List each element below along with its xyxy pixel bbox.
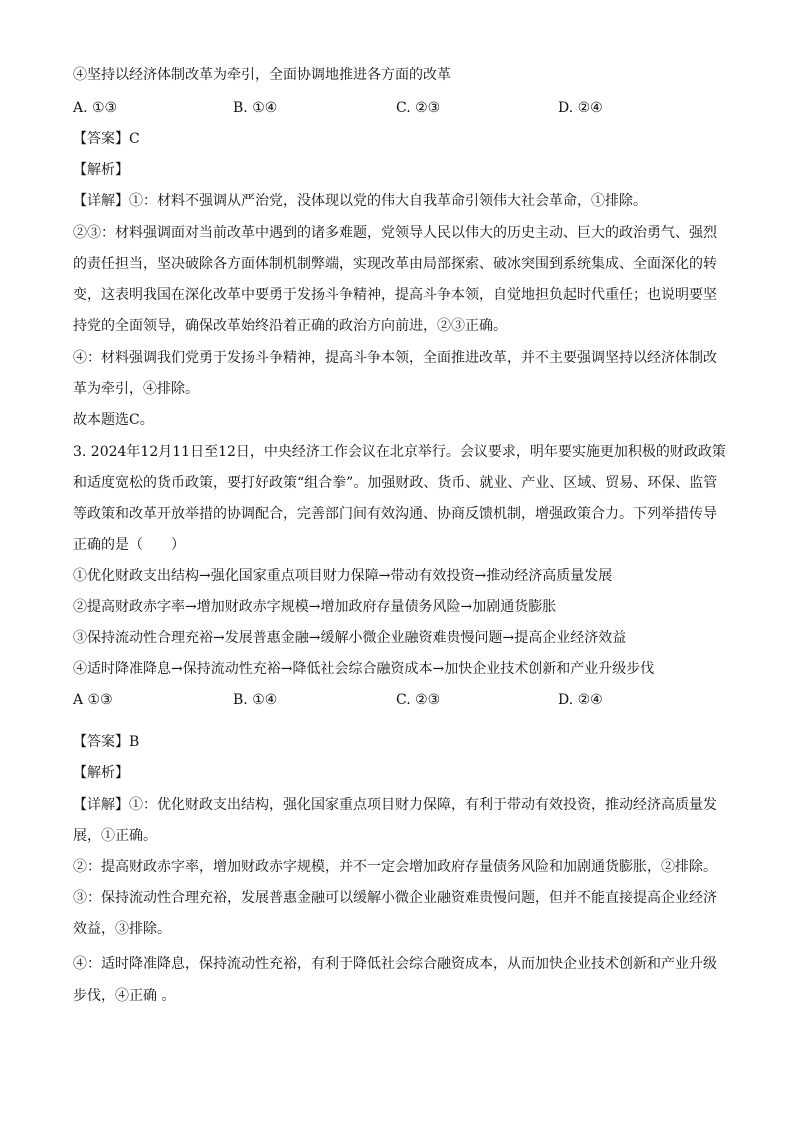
q3-option-2: ②提高财政赤字率→增加财政赤字规模→增加政府存量债务风险→加剧通货膨胀 — [73, 599, 557, 615]
q3-detail-line: ③：保持流动性合理充裕，发展普惠金融可以缓解小微企业融资难贵慢问题，但并不能直接提高企业经济 — [73, 890, 717, 906]
q3-detail-line: 展，①正确。 — [73, 828, 157, 844]
q2-detail-line: ④：材料强调我们党勇于发扬斗争精神，提高斗争本领，全面推进改革，并不主要强调坚持以经济体制改 — [73, 350, 717, 366]
q2-answer: 【答案】C — [73, 131, 140, 147]
q2-choice-d: D. ②④ — [558, 100, 603, 116]
q2-detail-line: ②③：材料强调面对当前改革中遇到的诸多难题，党领导人民以伟大的历史主动、巨大的政治勇气、强烈 — [73, 225, 717, 241]
q2-detail-line: 革为牵引，④排除。 — [73, 381, 199, 397]
q2-analysis-label: 【解析】 — [73, 162, 129, 178]
q2-detail-line: 【详解】①：材料不强调从严治党，没体现以党的伟大自我革命引领伟大社会革命，①排除。 — [73, 193, 647, 209]
q3-detail-line: ④：适时降准降息，保持流动性充裕，有利于降低社会综合融资成本，从而加快企业技术创新和产业升级 — [73, 956, 717, 972]
q2-conclusion: 故本题选C。 — [73, 412, 154, 428]
q3-detail-line: ②：提高财政赤字率，增加财政赤字规模，并不一定会增加政府存量债务风险和加剧通货膨胀，②排除。 — [73, 859, 717, 875]
q3-answer: 【答案】B — [73, 734, 140, 750]
q3-analysis-label: 【解析】 — [73, 765, 129, 781]
q2-choice-b: B. ①④ — [233, 100, 278, 116]
q2-detail-line: 持党的全面领导，确保改革始终沿着正确的政治方向前进，②③正确。 — [73, 318, 507, 334]
q3-stem-line: 等政策和改革开放举措的协调配合，完善部门间有效沟通、协商反馈机制，增强政策合力。下列举措传导 — [73, 506, 717, 522]
q3-choice-c: C. ②③ — [396, 692, 441, 708]
q3-option-4: ④适时降准降息→保持流动性充裕→降低社会综合融资成本→加快企业技术创新和产业升级步伐 — [73, 661, 655, 677]
q3-option-1: ①优化财政支出结构→强化国家重点项目财力保障→带动有效投资→推动经济高质量发展 — [73, 568, 613, 584]
q2-detail-line: 变，这表明我国在深化改革中要勇于发扬斗争精神，提高斗争本领，自觉地担负起时代重任；也说明要坚 — [73, 287, 717, 303]
q3-choice-b: B. ①④ — [233, 692, 278, 708]
q3-detail-line: 步伐，④正确 。 — [73, 988, 176, 1004]
q2-detail-line: 的责任担当，坚决破除各方面体制机制弊端，实现改革由局部探索、破冰突围到系统集成、全面深化的转 — [73, 256, 717, 272]
q2-choice-a: A. ①③ — [73, 100, 118, 116]
q3-choice-a: A ①③ — [73, 692, 113, 708]
q3-option-3: ③保持流动性合理充裕→发展普惠金融→缓解小微企业融资难贵慢问题→提高企业经济效益 — [73, 630, 627, 646]
q3-choice-d: D. ②④ — [558, 692, 603, 708]
q3-stem-line: 和适度宽松的货币政策，要打好政策“组合拳”。加强财政、货币、就业、产业、区域、贸易、环保、监管 — [73, 475, 718, 491]
q3-stem-line: 3. 2024年12月11日至12日，中央经济工作会议在北京举行。会议要求，明年要实施更加积极的财政政策 — [73, 444, 726, 460]
q2-choice-c: C. ②③ — [396, 100, 441, 116]
q3-detail-line: 【详解】①：优化财政支出结构，强化国家重点项目财力保障，有利于带动有效投资，推动经济高质量发 — [73, 797, 717, 813]
q3-stem-line: 正确的是（ ） — [73, 537, 185, 553]
q3-detail-line: 效益，③排除。 — [73, 921, 171, 937]
q2-option-4: ④坚持以经济体制改革为牵引，全面协调地推进各方面的改革 — [73, 67, 451, 83]
